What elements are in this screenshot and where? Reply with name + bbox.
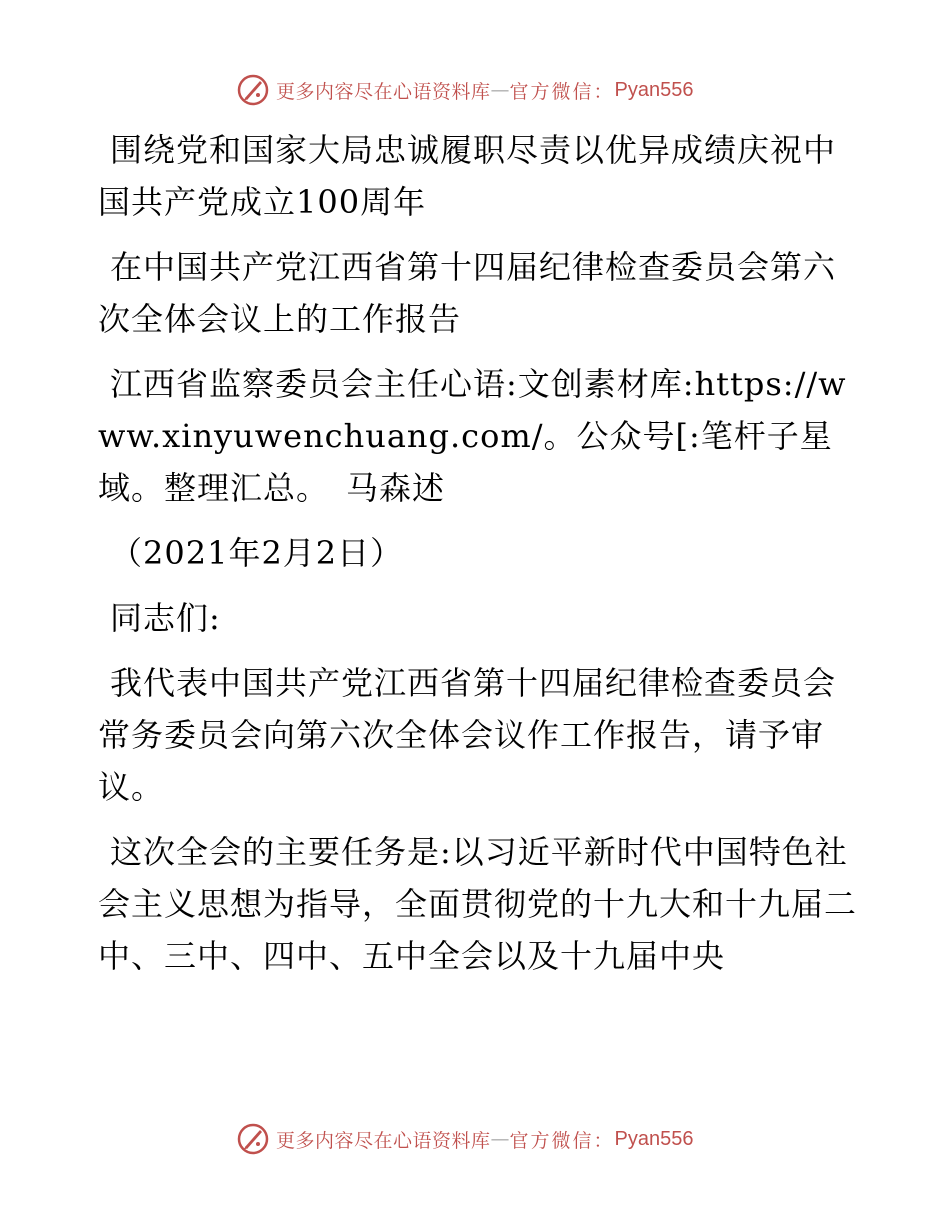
watermark-official-label: 官方微信： [509, 80, 615, 103]
paragraph: 我代表中国共产党江西省第十四届纪律检查委员会常务委员会向第六次全体会议作工作报告，请予审议。 [98, 664, 837, 806]
watermark-text: 更多内容尽在心语资料库 [276, 1129, 491, 1152]
paragraph: 这次全会的主要任务是:以习近平新时代中国特色社会主义思想为指导，全面贯彻党的十九大和十九届二中、三中、四中、五中全会以及十九届中央 [98, 833, 858, 975]
document-title: 围绕党和国家大局忠诚履职尽责以优异成绩庆祝中国共产党成立100周年 [98, 131, 837, 221]
document-body [98, 124, 858, 995]
watermark-wechat-id: Pyan556 [614, 1127, 694, 1150]
quill-circle-icon [236, 73, 270, 107]
greeting: 同志们: [110, 599, 221, 637]
watermark-wechat-id: Pyan556 [614, 78, 694, 101]
footer-watermark [236, 1121, 694, 1157]
watermark-dash: — [490, 79, 510, 101]
author-line: 江西省监察委员会主任心语:文创素材库:https://www.xinyuwenchuang.com/。公众号[:笔杆子星域。整理汇总。 马森述 [98, 365, 847, 507]
report-date: （2021年2月2日） [110, 534, 404, 572]
header-watermark [236, 72, 694, 108]
watermark-dash: — [490, 1128, 510, 1150]
watermark-text: 更多内容尽在心语资料库 [276, 80, 491, 103]
quill-circle-icon [236, 1122, 270, 1156]
document-subtitle: 在中国共产党江西省第十四届纪律检查委员会第六次全体会议上的工作报告 [98, 248, 837, 338]
watermark-official-label: 官方微信： [509, 1129, 615, 1152]
